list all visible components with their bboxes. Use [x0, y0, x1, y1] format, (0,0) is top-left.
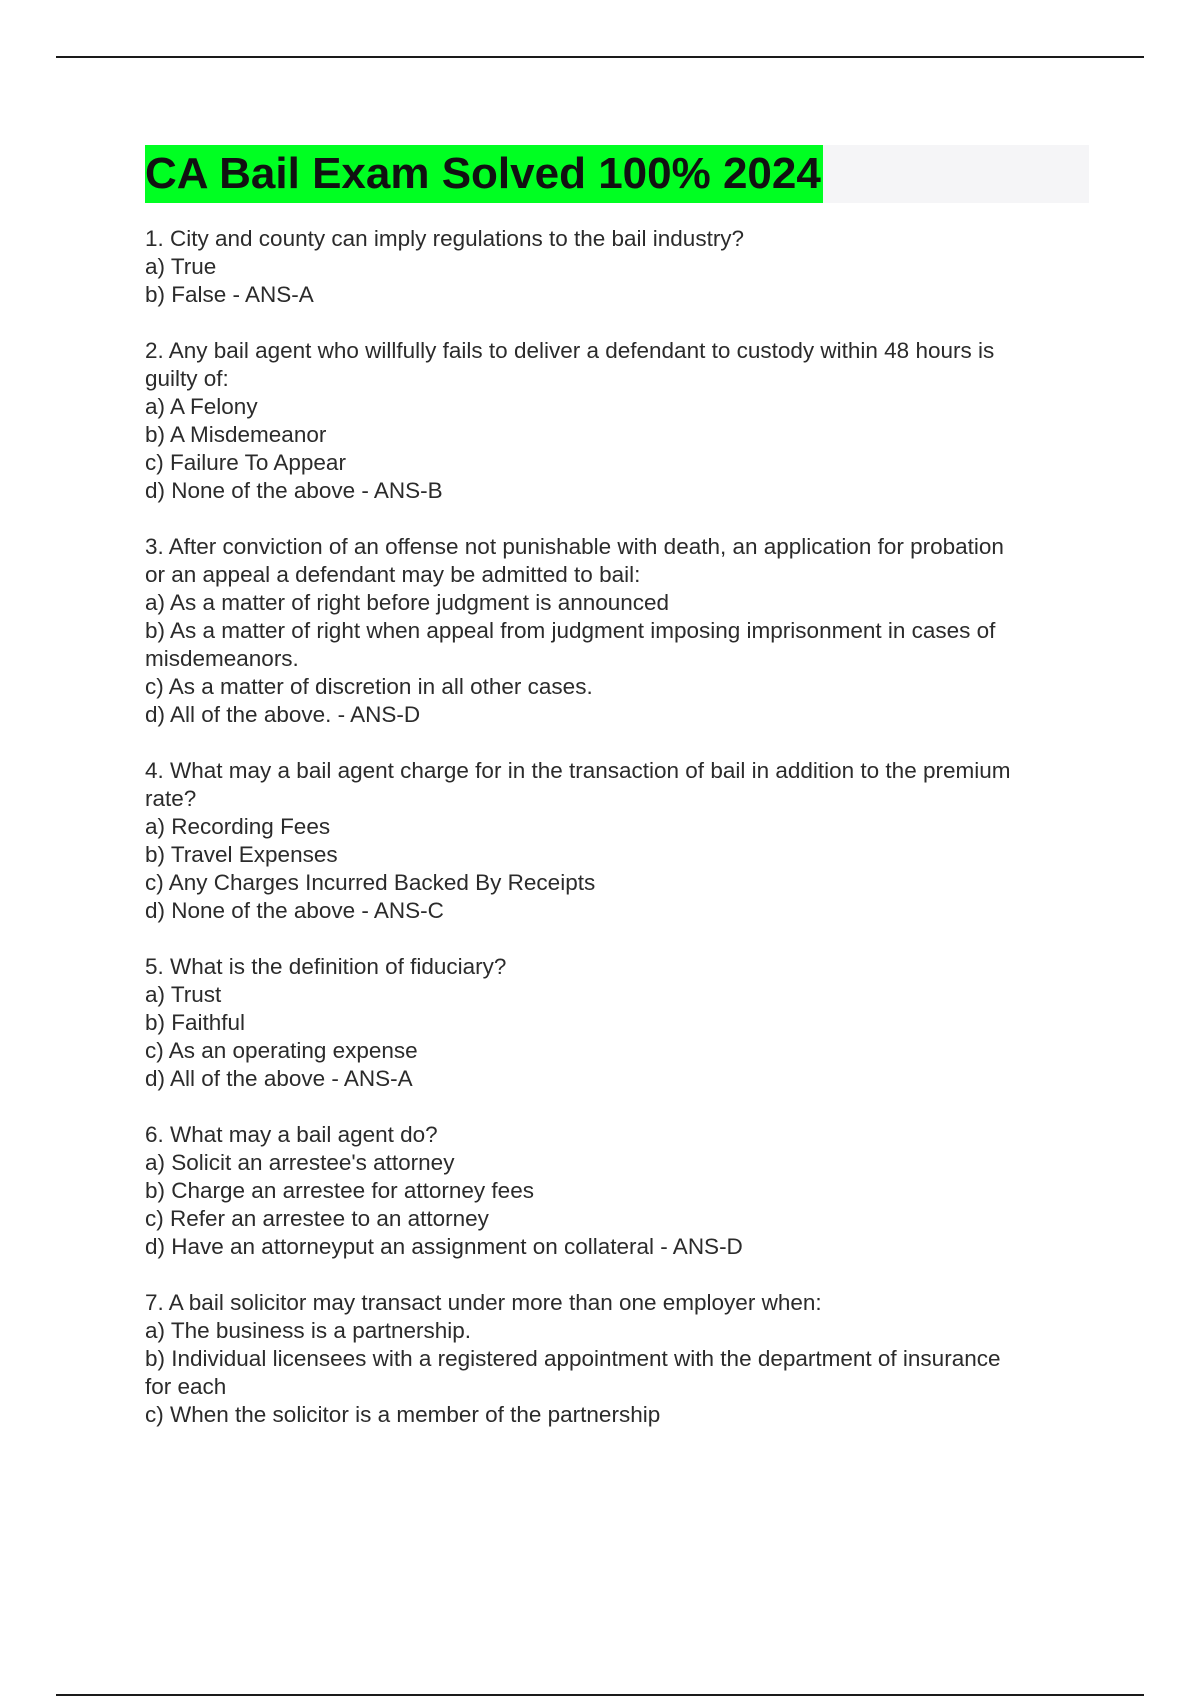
answer-option: d) All of the above. - ANS-D: [145, 702, 421, 727]
answer-option: d) Have an attorneyput an assignment on collateral - ANS-D: [145, 1234, 743, 1259]
answer-option: a) A Felony: [145, 394, 258, 419]
answer-option: d) All of the above - ANS-A: [145, 1066, 413, 1091]
answer-option: b) Travel Expenses: [145, 842, 338, 867]
answer-option: c) As a matter of discretion in all other cases.: [145, 674, 593, 699]
answer-option: a) True: [145, 254, 217, 279]
question-2: [145, 337, 1089, 505]
question-7: [145, 1289, 1089, 1429]
question-3-text-cont: or an appeal a defendant may be admitted to bail:: [145, 562, 641, 587]
answer-option: d) None of the above - ANS-B: [145, 478, 443, 503]
question-6: [145, 1121, 1089, 1261]
question-2-text-cont: guilty of:: [145, 366, 229, 391]
top-rule: [56, 56, 1144, 58]
page-content: [145, 145, 1089, 1457]
answer-option: c) Any Charges Incurred Backed By Receipts: [145, 870, 596, 895]
answer-option: c) As an operating expense: [145, 1038, 418, 1063]
answer-option: b) As a matter of right when appeal from judgment imposing imprisonment in cases of: [145, 618, 996, 643]
answer-option-cont: misdemeanors.: [145, 646, 299, 671]
answer-option: b) False - ANS-A: [145, 282, 314, 307]
question-1-text: 1. City and county can imply regulations to the bail industry?: [145, 226, 745, 251]
question-3-text: 3. After conviction of an offense not punishable with death, an application for probation: [145, 534, 1004, 559]
question-5-text: 5. What is the definition of fiduciary?: [145, 954, 507, 979]
answer-option: c) When the solicitor is a member of the partnership: [145, 1402, 661, 1427]
question-2-text: 2. Any bail agent who willfully fails to deliver a defendant to custody within 48 hours is: [145, 338, 995, 363]
answer-option: a) As a matter of right before judgment is announced: [145, 590, 670, 615]
bottom-rule: [56, 1694, 1144, 1696]
answer-option: a) Trust: [145, 982, 222, 1007]
answer-option: b) Charge an arrestee for attorney fees: [145, 1178, 534, 1203]
answer-option: b) A Misdemeanor: [145, 422, 327, 447]
page-title: CA Bail Exam Solved 100% 2024: [145, 145, 823, 203]
answer-option: c) Refer an arrestee to an attorney: [145, 1206, 489, 1231]
question-5: [145, 953, 1089, 1093]
question-3: [145, 533, 1089, 729]
answer-option: b) Individual licensees with a registered appointment with the department of insurance: [145, 1346, 1001, 1371]
answer-option: a) Recording Fees: [145, 814, 331, 839]
answer-option: c) Failure To Appear: [145, 450, 346, 475]
question-7-text: 7. A bail solicitor may transact under more than one employer when:: [145, 1290, 822, 1315]
question-4-text: 4. What may a bail agent charge for in the transaction of bail in addition to the premium: [145, 758, 1011, 783]
answer-option: a) Solicit an arrestee's attorney: [145, 1150, 455, 1175]
answer-option: a) The business is a partnership.: [145, 1318, 472, 1343]
title-band: [145, 145, 1089, 203]
answer-option-cont: for each: [145, 1374, 227, 1399]
answer-option: b) Faithful: [145, 1010, 246, 1035]
question-4-text-cont: rate?: [145, 786, 197, 811]
question-6-text: 6. What may a bail agent do?: [145, 1122, 438, 1147]
question-4: [145, 757, 1089, 925]
question-1: [145, 225, 1089, 309]
answer-option: d) None of the above - ANS-C: [145, 898, 444, 923]
